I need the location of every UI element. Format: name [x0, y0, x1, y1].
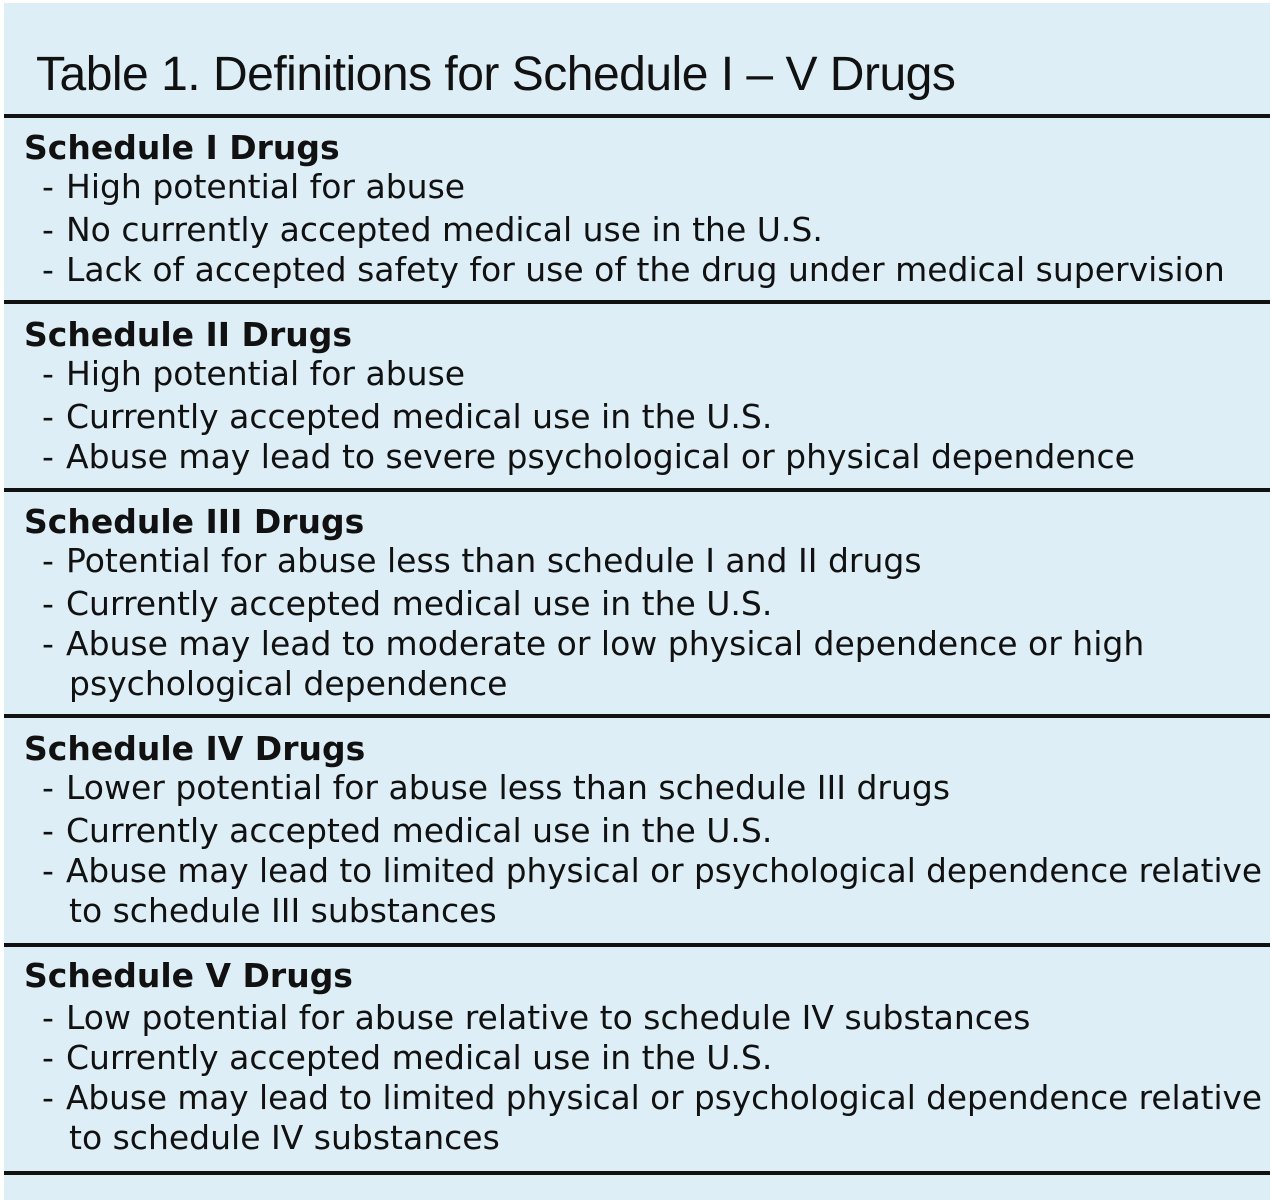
- bullet-dash: -: [42, 584, 54, 623]
- bullet-dash: -: [42, 167, 54, 206]
- divider: [4, 1171, 1270, 1175]
- divider: [4, 714, 1270, 718]
- bullet-dash: -: [42, 437, 54, 476]
- item-text: High potential for abuse: [66, 354, 466, 393]
- section-heading: Schedule I Drugs: [24, 128, 340, 167]
- item-text: Currently accepted medical use in the U.S.: [66, 397, 773, 436]
- bullet-dash: -: [42, 250, 54, 289]
- section-heading: Schedule IV Drugs: [24, 729, 366, 768]
- section-heading: Schedule V Drugs: [24, 956, 353, 995]
- item-text-continued: psychological dependence: [69, 664, 508, 703]
- item-text: Currently accepted medical use in the U.S.: [66, 584, 773, 623]
- bullet-dash: -: [42, 768, 54, 807]
- item-text: Abuse may lead to severe psychological or physical dependence: [66, 437, 1135, 476]
- bullet-dash: -: [42, 624, 54, 663]
- table-title: Table 1. Definitions for Schedule I – V Drugs: [36, 48, 956, 101]
- divider: [4, 114, 1270, 118]
- bullet-dash: -: [42, 811, 54, 850]
- item-text: Potential for abuse less than schedule I and II drugs: [66, 541, 922, 580]
- item-text: High potential for abuse: [66, 167, 466, 206]
- item-text-continued: to schedule IV substances: [69, 1118, 500, 1157]
- item-text: Currently accepted medical use in the U.S.: [66, 811, 773, 850]
- divider: [4, 488, 1270, 492]
- item-text-continued: to schedule III substances: [69, 891, 497, 930]
- bullet-dash: -: [42, 354, 54, 393]
- item-text: Abuse may lead to moderate or low physical dependence or high: [66, 624, 1145, 663]
- section-heading: Schedule III Drugs: [24, 502, 365, 541]
- bullet-dash: -: [42, 851, 54, 890]
- bullet-dash: -: [42, 1038, 54, 1077]
- section-heading: Schedule II Drugs: [24, 315, 352, 354]
- bullet-dash: -: [42, 541, 54, 580]
- divider: [4, 943, 1270, 947]
- definitions-table: [4, 3, 1270, 1200]
- item-text: Currently accepted medical use in the U.S.: [66, 1038, 773, 1077]
- bullet-dash: -: [42, 210, 54, 249]
- bullet-dash: -: [42, 998, 54, 1037]
- item-text: Abuse may lead to limited physical or psychological dependence relative: [66, 851, 1262, 890]
- bullet-dash: -: [42, 397, 54, 436]
- bullet-dash: -: [42, 1078, 54, 1117]
- item-text: No currently accepted medical use in the U.S.: [66, 210, 823, 249]
- item-text: Abuse may lead to limited physical or psychological dependence relative: [66, 1078, 1262, 1117]
- divider: [4, 300, 1270, 304]
- item-text: Lack of accepted safety for use of the drug under medical supervision: [66, 250, 1225, 289]
- item-text: Lower potential for abuse less than schedule III drugs: [66, 768, 951, 807]
- item-text: Low potential for abuse relative to schedule IV substances: [66, 998, 1031, 1037]
